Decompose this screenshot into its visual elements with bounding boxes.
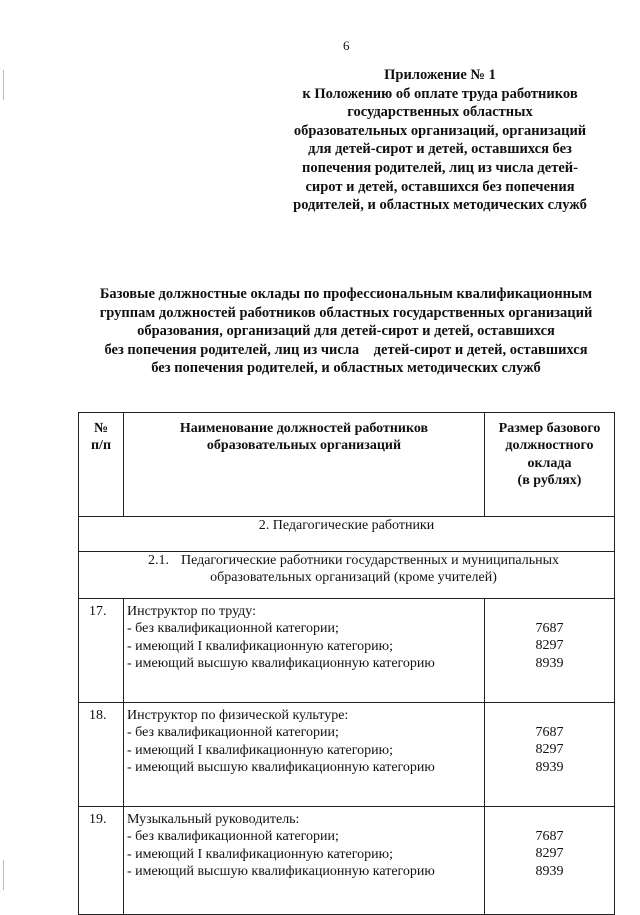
header-salary <box>485 413 615 517</box>
salary-value: 8297 <box>535 742 564 758</box>
salary-table <box>78 412 615 915</box>
section-title: 2. Педагогические работники <box>79 517 615 552</box>
row-salary <box>485 703 615 807</box>
appendix-heading: Приложение № 1 <box>384 67 496 83</box>
header-salary-line: (в рублях) <box>517 473 582 489</box>
salary-value: 8297 <box>535 846 564 862</box>
position-title: Инструктор по труду: <box>127 604 257 619</box>
table-row <box>79 703 615 807</box>
header-number-line: п/п <box>90 438 112 454</box>
title-line: образования, организаций для детей-сирот и детей, оставшихся <box>137 323 555 340</box>
category-line: - имеющий высшую квалификационную категорию <box>127 864 435 880</box>
header-name-line: Наименование должностей работников <box>179 421 429 436</box>
salary-value: 8939 <box>535 655 564 671</box>
table-row <box>79 807 615 915</box>
position-title: Инструктор по физической культуре: <box>127 708 349 723</box>
subsection-row <box>79 552 615 599</box>
section-row <box>79 517 615 552</box>
page-number: 6 <box>343 38 350 53</box>
row-position <box>124 703 485 807</box>
header-number-line: № <box>93 421 109 436</box>
category-line: - имеющий высшую квалификационную категорию <box>127 656 435 672</box>
category-line: - имеющий I квалификационную категорию; <box>127 742 393 758</box>
title-line: без попечения родителей, лиц из числа детей-сирот и детей, оставшихся <box>104 341 588 358</box>
header-name <box>124 413 485 517</box>
row-position <box>124 599 485 703</box>
appendix-line: образовательных организаций, организаций <box>293 122 587 139</box>
category-line: - без квалификационной категории; <box>127 829 339 845</box>
row-number: 17. <box>79 599 124 703</box>
category-line: - имеющий высшую квалификационную категорию <box>127 760 435 776</box>
salary-value: 8939 <box>535 759 564 775</box>
appendix-line: сирот и детей, оставшихся без попечения <box>305 178 575 195</box>
subsection-number: 2.1. <box>147 553 169 568</box>
header-salary-line: оклада <box>527 455 572 471</box>
title-line: Базовые должностные оклады по профессиональным квалификационным <box>99 286 593 302</box>
title-line: группам должностей работников областных государственных организаций <box>99 304 593 321</box>
category-line: - без квалификационной категории; <box>127 725 339 741</box>
appendix-line: попечения родителей, лиц из числа детей- <box>302 159 578 176</box>
document-title <box>76 285 616 378</box>
appendix-line: для детей-сирот и детей, оставшихся без <box>308 141 572 158</box>
header-number <box>79 413 124 517</box>
salary-value: 7687 <box>535 725 564 740</box>
row-number: 18. <box>79 703 124 807</box>
row-number: 19. <box>79 807 124 915</box>
row-salary <box>485 807 615 915</box>
category-line: - имеющий I квалификационную категорию; <box>127 638 393 654</box>
header-salary-line: Размер базового <box>498 421 601 436</box>
appendix-header <box>282 66 598 215</box>
scan-edge-mark <box>3 860 4 890</box>
row-salary <box>485 599 615 703</box>
subsection-text <box>79 552 614 587</box>
category-line: - без квалификационной категории; <box>127 621 339 637</box>
table-header-row <box>79 413 615 517</box>
title-line: без попечения родителей, и областных методических служб <box>151 360 541 377</box>
salary-value: 7687 <box>535 829 564 844</box>
position-title: Музыкальный руководитель: <box>127 812 300 827</box>
subsection-line: образовательных организаций (кроме учителей) <box>210 570 497 586</box>
scan-edge-mark <box>3 70 4 100</box>
table-row <box>79 599 615 703</box>
salary-value: 7687 <box>535 621 564 636</box>
header-salary-line: должностного <box>505 438 594 454</box>
appendix-line: государственных областных <box>347 104 533 121</box>
appendix-line: родителей, и областных методических служб <box>293 197 587 214</box>
appendix-line: к Положению об оплате труда работников <box>302 85 578 102</box>
subsection-line: Педагогические работники государственных и муниципальных <box>180 553 560 568</box>
row-position <box>124 807 485 915</box>
category-line: - имеющий I квалификационную категорию; <box>127 846 393 862</box>
subsection-cell <box>79 552 615 599</box>
header-name-line: образовательных организаций <box>206 438 402 454</box>
salary-value: 8297 <box>535 638 564 654</box>
salary-value: 8939 <box>535 863 564 879</box>
